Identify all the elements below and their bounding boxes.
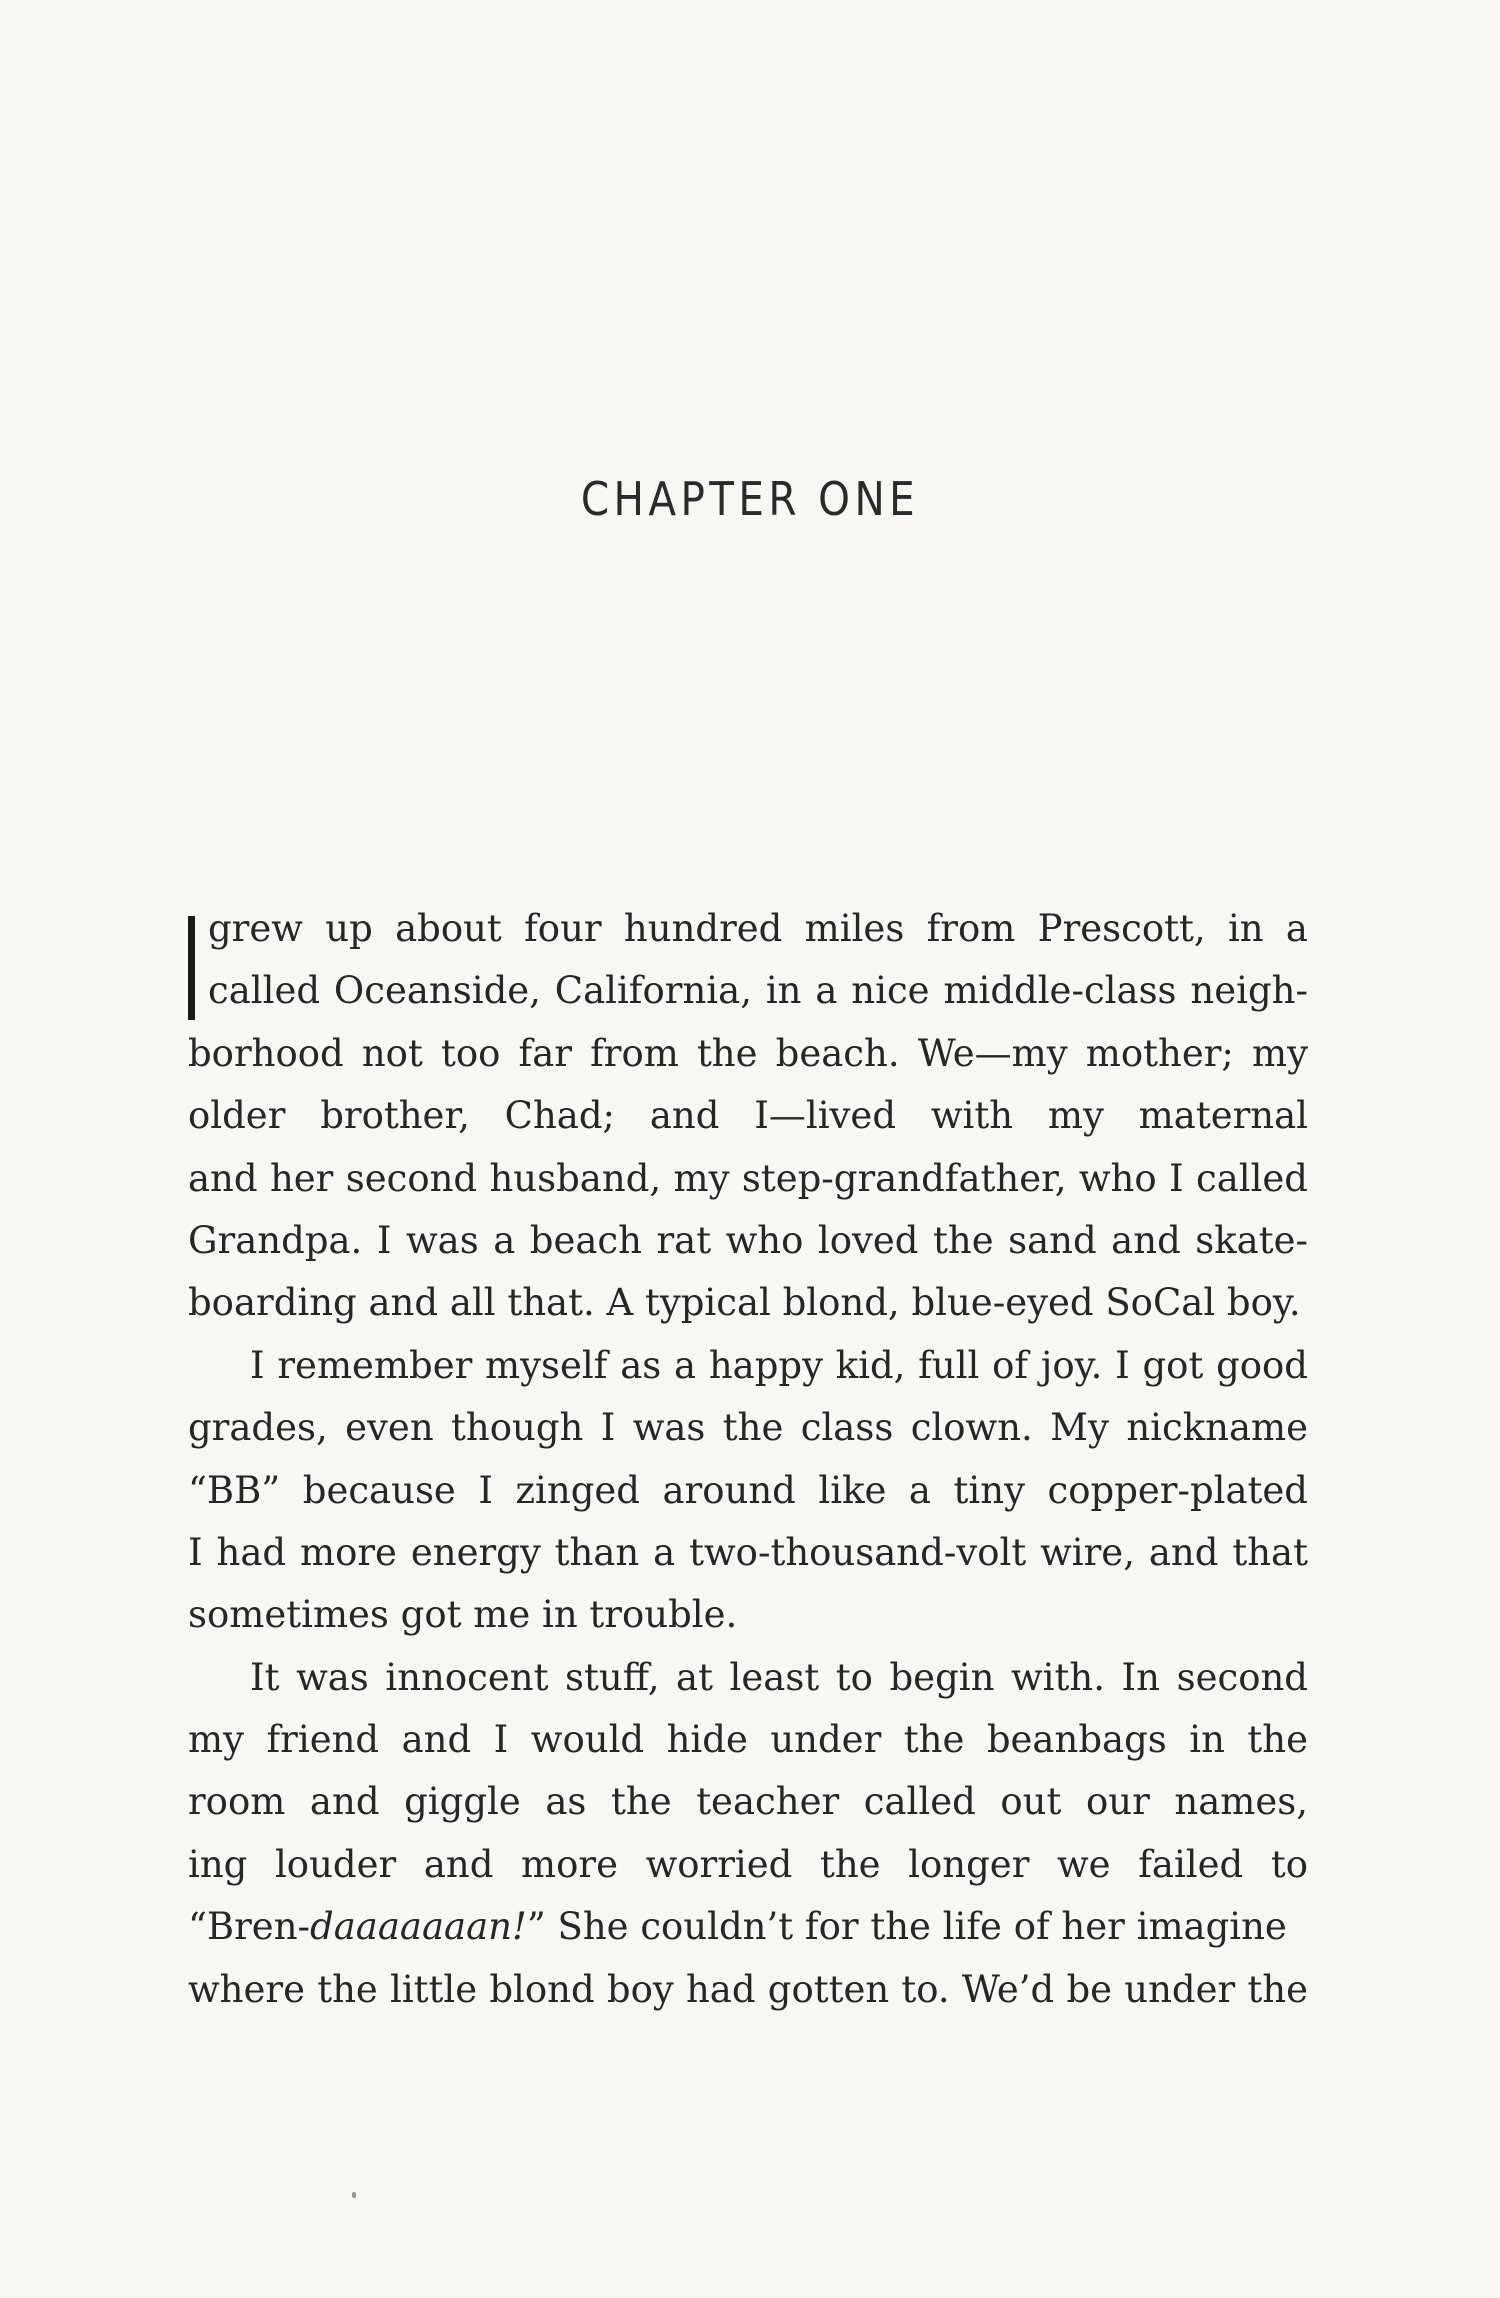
text-line: grew up about four hundred miles from Prescott, in a	[208, 907, 1308, 950]
text-line: It was innocent stuff, at least to begin with. In second	[250, 1655, 1308, 1699]
text-line: older brother, Chad; and I—lived with my maternal	[188, 1094, 1308, 1138]
chapter-title: CHAPTER ONE	[580, 472, 920, 526]
text-line: where the little blond boy had gotten to. We’d be under the	[188, 1967, 1308, 2011]
chapter-body	[188, 898, 1308, 2021]
text-line: called Oceanside, California, in a nice middle-class neigh-	[208, 969, 1308, 1013]
paper-speck	[352, 2192, 356, 2198]
italic-fragment: daaaaaaan!	[310, 1905, 527, 1949]
text-line: room and giggle as the teacher called out our names,	[188, 1780, 1308, 1824]
text-line: I had more energy than a two-thousand-volt wire, and that	[188, 1530, 1308, 1574]
text-line: sometimes got me in trouble.	[188, 1593, 738, 1637]
text-line: my friend and I would hide under the beanbags in the	[188, 1718, 1308, 1762]
text-line: I remember myself as a happy kid, full of joy. I got good	[250, 1343, 1308, 1387]
text-fragment: “Bren-	[188, 1905, 311, 1949]
text-line: and her second husband, my step-grandfather, who I called	[188, 1156, 1308, 1200]
text-line: ing louder and more worried the longer we failed to	[188, 1842, 1308, 1886]
text-line: boarding and all that. A typical blond, blue-eyed SoCal boy.	[188, 1281, 1301, 1325]
text-fragment: ” She couldn’t for the life of her imagine	[526, 1905, 1287, 1949]
text-line: borhood not too far from the beach. We—my mother; my	[188, 1031, 1308, 1075]
text-line: grades, even though I was the class clown. My nickname	[188, 1406, 1308, 1450]
text-line: Grandpa. I was a beach rat who loved the sand and skate-	[188, 1218, 1308, 1262]
text-line-with-italic	[188, 1896, 1308, 1958]
text-line: “BB” because I zinged around like a tiny copper-plated	[188, 1468, 1308, 1512]
